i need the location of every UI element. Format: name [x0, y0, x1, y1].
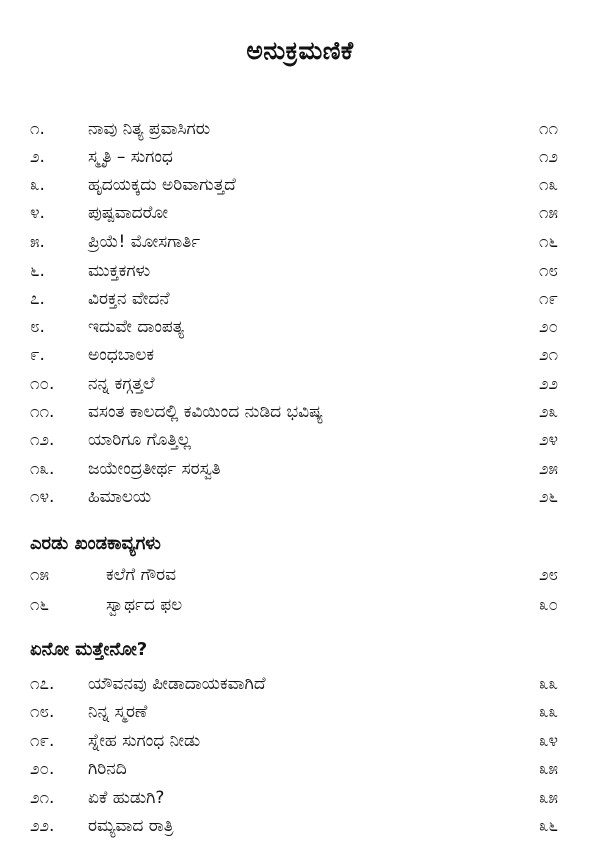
entry-number: ೫.	[30, 232, 45, 252]
entry-page: ೧೬	[538, 232, 558, 252]
toc-entry[interactable]	[0, 670, 600, 698]
entry-number: ೨.	[30, 147, 45, 167]
toc-entry[interactable]	[0, 812, 600, 840]
entry-number: ೮.	[30, 317, 45, 337]
entry-title: ಗಿರಿನದಿ	[88, 759, 127, 779]
entry-number: ೬.	[30, 261, 45, 281]
entry-title: ಯಾರಿಗೂ ಗೊತ್ತಿಲ್ಲ	[88, 430, 191, 450]
entry-page: ೩೫	[538, 788, 558, 808]
toc-entry[interactable]	[0, 257, 600, 285]
toc-entry[interactable]	[0, 483, 600, 511]
toc-entry[interactable]	[0, 398, 600, 426]
toc-entry[interactable]	[0, 199, 600, 227]
entry-title: ನಿನ್ನ ಸ್ಮರಣೆ	[88, 702, 148, 722]
entry-number: ೨೦.	[30, 759, 55, 779]
entry-title: ಮುಕ್ತಕಗಳು	[88, 261, 151, 281]
entry-number: ೧೯.	[30, 731, 55, 751]
entry-title: ವಸಂತ ಕಾಲದಲ್ಲಿ ಕವಿಯಿಂದ ನುಡಿದ ಭವಿಷ್ಯ	[88, 402, 324, 422]
entry-page: ೩೦	[538, 595, 558, 615]
entry-page: ೩೫	[538, 759, 558, 779]
toc-entry[interactable]	[0, 727, 600, 755]
entry-number: ೨೨.	[30, 816, 55, 836]
entry-page: ೧೧	[538, 119, 558, 139]
entry-number: ೪.	[30, 203, 45, 223]
entry-title: ವಿರಕ್ತನ ವೇದನೆ	[88, 289, 170, 309]
entry-number: ೧೨.	[30, 430, 55, 450]
entry-page: ೧೯	[538, 289, 558, 309]
toc-entry[interactable]	[0, 313, 600, 341]
entry-number: ೧೧.	[30, 402, 55, 422]
toc-entry[interactable]	[0, 561, 600, 589]
entry-page: ೧೨	[538, 147, 558, 167]
entry-title: ಸ್ವಾರ್ಥದ ಫಲ	[106, 595, 183, 615]
toc-entry[interactable]	[0, 228, 600, 256]
entry-title: ಹಿಮಾಲಯ	[88, 487, 152, 507]
toc-entry[interactable]	[0, 171, 600, 199]
entry-title: ನಾವು ನಿತ್ಯ ಪ್ರವಾಸಿಗರು	[88, 119, 211, 139]
entry-number: ೧೪.	[30, 487, 55, 507]
entry-title: ಯೌವನವು ಪೀಡಾದಾಯಕವಾಗಿದೆ	[88, 674, 266, 694]
entry-page: ೨೪	[538, 430, 558, 450]
section-heading: ಎರಡು ಖಂಡಕಾವ್ಯಗಳು	[30, 533, 161, 554]
entry-number: ೨೧.	[30, 788, 55, 808]
entry-title: ನನ್ನ ಕಗ್ಗತ್ತಲೆ	[88, 374, 155, 394]
entry-page: ೨೫	[538, 459, 558, 479]
entry-page: ೩೩	[538, 702, 558, 722]
entry-page: ೨೨	[538, 374, 558, 394]
toc-entry[interactable]	[0, 455, 600, 483]
entry-title: ಇದುವೇ ದಾಂಪತ್ಯ	[88, 317, 185, 337]
toc-entry[interactable]	[0, 370, 600, 398]
toc-entry[interactable]	[0, 115, 600, 143]
entry-page: ೨೩	[538, 402, 558, 422]
entry-page: ೨೧	[538, 345, 558, 365]
entry-title: ಪ್ರಿಯೆ! ಮೋಸಗಾರ್ತಿ	[88, 232, 201, 252]
entry-number: ೧೭.	[30, 674, 55, 694]
toc-entry[interactable]	[0, 426, 600, 454]
entry-number: ೧೬	[30, 595, 50, 615]
entry-number: ೧೦.	[30, 374, 55, 394]
entry-number: ೩.	[30, 175, 45, 195]
entry-number: ೭.	[30, 289, 45, 309]
entry-page: ೨೮	[538, 565, 558, 585]
entry-title: ಏಕೆ ಹುಡುಗಿ?	[88, 788, 165, 808]
entry-page: ೨೦	[538, 317, 558, 337]
entry-page: ೧೫	[538, 203, 558, 223]
entry-title: ಸ್ಮೃತಿ – ಸುಗಂಧ	[88, 147, 173, 167]
entry-title: ಹೃದಯಕ್ಕದು ಅರಿವಾಗುತ್ತದೆ	[88, 175, 236, 195]
entry-page: ೩೪	[538, 731, 558, 751]
toc-entry[interactable]	[0, 143, 600, 171]
entry-title: ಅಂಧಬಾಲಕ	[88, 345, 154, 365]
entry-number: ೧೫	[30, 565, 50, 585]
toc-entry[interactable]	[0, 755, 600, 783]
toc-entry[interactable]	[0, 341, 600, 369]
entry-number: ೧.	[30, 119, 45, 139]
entry-title: ಜಯೇಂದ್ರತೀರ್ಥ ಸರಸ್ವತಿ	[88, 459, 221, 479]
toc-entry[interactable]	[0, 698, 600, 726]
toc-entry[interactable]	[0, 591, 600, 619]
entry-page: ೩೩	[538, 674, 558, 694]
entry-title: ಪುಷ್ಪವಾದರೋ	[88, 203, 169, 223]
section-heading: ಏನೋ ಮತ್ತೇನೋ?	[30, 639, 148, 660]
entry-title: ಕಲೆಗೆ ಗೌರವ	[106, 565, 177, 585]
entry-page: ೨೬	[538, 487, 558, 507]
entry-number: ೯.	[30, 345, 45, 365]
entry-page: ೩೬	[538, 816, 558, 836]
entry-page: ೧೩	[538, 175, 558, 195]
entry-number: ೧೮.	[30, 702, 55, 722]
page-title: ಅನುಕ್ರಮಣಿಕೆ	[246, 36, 354, 65]
entry-title: ರಮ್ಯವಾದ ರಾತ್ರಿ	[88, 816, 174, 836]
entry-number: ೧೩.	[30, 459, 55, 479]
entry-title: ಸ್ನೇಹ ಸುಗಂಧ ನೀಡು	[88, 731, 201, 751]
toc-entry[interactable]	[0, 285, 600, 313]
entry-page: ೧೮	[538, 261, 558, 281]
toc-entry[interactable]	[0, 784, 600, 812]
